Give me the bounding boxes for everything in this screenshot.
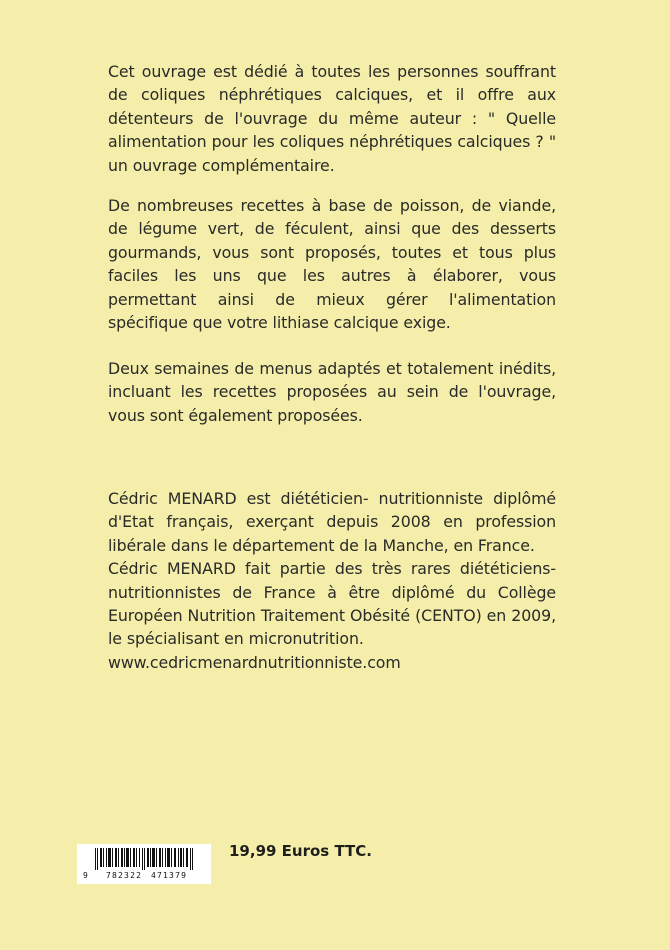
author-bio-sentence-1: Cédric MENARD est diététicien- nutritionniste diplômé d'Etat français, exerçant depuis 2008 en profession libérale dans le département de la Manche, en France. (108, 489, 556, 555)
isbn-barcode (77, 844, 211, 884)
barcode-bars-icon (95, 848, 195, 870)
description-paragraph-2: De nombreuses recettes à base de poisson, de viande, de légume vert, de féculent, ainsi que des desserts gourmands, vous sont proposés, toutes et tous plus faciles les uns que les autres à élaborer, vous permettant ainsi de mieux gérer l'alimentation spécifique que votre lithiase calcique exige. (108, 196, 556, 333)
description-paragraph-3: Deux semaines de menus adaptés et totalement inédits, incluant les recettes proposées au sein de l'ouvrage, vous sont également proposées. (108, 359, 556, 425)
author-website: www.cedricmenardnutritionniste.com (108, 652, 401, 672)
description-paragraph-1: Cet ouvrage est dédié à toutes les personnes souffrant de coliques néphrétiques calciques, et il offre aux détenteurs de l'ouvrage du même auteur : " Quelle alimentation pour les coliques néphrétiques calciques ? " un ouvrage complémentaire. (108, 62, 556, 175)
author-bio (108, 487, 556, 674)
isbn-first-digit: 9 (83, 871, 90, 880)
price-label: 19,99 Euros TTC. (229, 842, 372, 860)
isbn-group-1: 782322 (106, 871, 143, 880)
author-bio-sentence-2: Cédric MENARD fait partie des très rares diététiciens-nutritionnistes de France à être diplômé du Collège Européen Nutrition Traitement Obésité (CENTO) en 2009, le spécialisant en micronutrition. (108, 559, 556, 649)
isbn-group-2: 471379 (151, 871, 188, 880)
